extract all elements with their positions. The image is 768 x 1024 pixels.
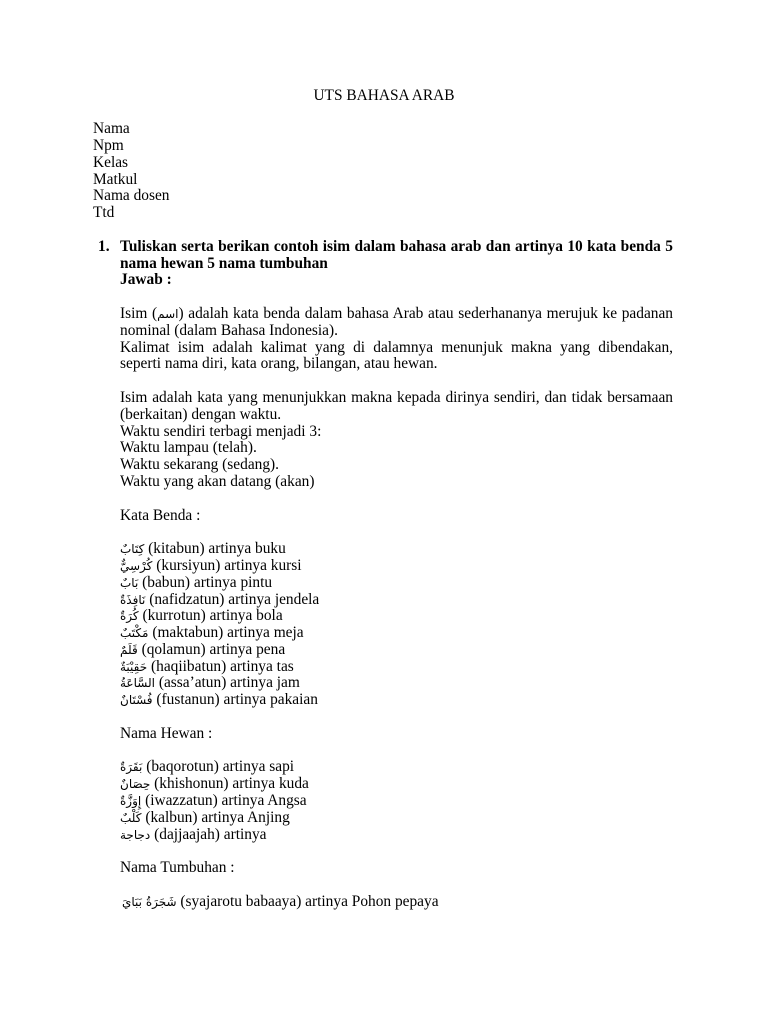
list-item	[120, 541, 673, 558]
list-item	[120, 827, 673, 844]
question-prompt: Tuliskan serta berikan contoh isim dalam bahasa arab dan artinya 10 kata benda 5 nama hewan 5 nama tumbuhan	[120, 237, 673, 272]
arabic-word: فُسْتَانٌ	[120, 693, 153, 708]
arabic-word: بَابٌ	[120, 575, 139, 590]
isim-time-section	[120, 390, 673, 491]
arabic-word: كِتَابٌ	[120, 542, 145, 557]
list-item	[120, 625, 673, 642]
identity-fields	[93, 121, 768, 222]
arabic-word: حَقِيْبَةٌ	[120, 659, 148, 674]
arabic-word: شَجَرَةُ بَبَايَ	[122, 894, 177, 909]
arabic-word: مَكْتَبٌ	[120, 626, 149, 641]
arabic-word: حِصَانٌ	[120, 777, 151, 792]
list-item	[120, 608, 673, 625]
item-meaning: (haqiibatun) artinya tas	[151, 657, 294, 675]
item-meaning: (kursiyun) artinya kursi	[156, 556, 302, 574]
list-item	[120, 675, 673, 692]
arabic-word: دجاجة	[120, 827, 151, 842]
item-meaning: (kitabun) artinya buku	[148, 540, 286, 558]
question-1	[98, 237, 673, 289]
field-matkul: Matkul	[93, 170, 138, 188]
list-item	[120, 592, 673, 609]
field-npm: Npm	[93, 136, 124, 154]
item-meaning: (syajarotu babaaya) artinya Pohon pepaya	[180, 892, 439, 910]
definition-arabic: اسم	[157, 306, 179, 321]
item-meaning: (dajjaajah) artinya	[154, 825, 267, 843]
item-meaning: (baqorotun) artinya sapi	[146, 758, 295, 776]
item-meaning: (qolamun) artinya pena	[141, 640, 286, 658]
list-item	[120, 642, 673, 659]
kata-benda-heading: Kata Benda :	[120, 506, 201, 524]
arabic-word: قَلَمٌ	[120, 642, 138, 657]
time-intro: Waktu sendiri terbagi menjadi 3:	[120, 422, 322, 440]
list-item	[120, 659, 673, 676]
list-item	[120, 810, 673, 827]
item-meaning: (nafidzatun) artinya jendela	[149, 590, 320, 608]
list-item	[120, 793, 673, 810]
isim-definition	[120, 306, 673, 340]
field-nama: Nama	[93, 120, 130, 138]
answer-label: Jawab :	[120, 271, 172, 289]
arabic-word: نَافِذَةٌ	[120, 592, 146, 607]
arabic-word: كَلْبٌ	[120, 810, 142, 825]
nama-hewan-list	[120, 759, 673, 843]
list-item	[120, 575, 673, 592]
list-item	[120, 692, 673, 709]
item-meaning: (assa’atun) artinya jam	[158, 674, 300, 692]
nama-hewan-heading: Nama Hewan :	[120, 724, 213, 742]
arabic-word: السَّاعَةُ	[120, 676, 155, 691]
kata-benda-list	[120, 541, 673, 709]
arabic-word: إِوَزَّةٌ	[120, 794, 142, 809]
arabic-word: كُرَةٌ	[120, 609, 139, 624]
time-division-present: Waktu sekarang (sedang).	[120, 456, 280, 474]
kalimat-isim-paragraph: Kalimat isim adalah kalimat yang di dalamnya menunjuk makna yang dibendakan, seperti nama diri, kata orang, bilangan, atau hewan.	[120, 338, 673, 373]
item-meaning: (kalbun) artinya Anjing	[145, 808, 290, 826]
item-meaning: (iwazzatun) artinya Angsa	[145, 792, 307, 810]
list-item	[120, 894, 673, 911]
list-item	[120, 558, 673, 575]
page-title: UTS BAHASA ARAB	[313, 86, 455, 104]
list-item	[120, 759, 673, 776]
time-division-past: Waktu lampau (telah).	[120, 439, 257, 457]
definition-suffix: ) adalah kata benda dalam bahasa Arab atau sederhananya merujuk ke padanan nominal (dalam Bahasa Indonesia).	[120, 304, 673, 339]
list-item	[120, 776, 673, 793]
field-ttd: Ttd	[93, 204, 115, 222]
item-meaning: (kurrotun) artinya bola	[142, 607, 283, 625]
item-meaning: (maktabun) artinya meja	[152, 624, 304, 642]
field-nama-dosen: Nama dosen	[93, 187, 170, 205]
definition-prefix: Isim (	[120, 304, 158, 322]
question-number: 1.	[98, 237, 110, 255]
arabic-word: كُرْسِيٌّ	[120, 558, 153, 573]
field-kelas: Kelas	[93, 153, 129, 171]
item-meaning: (fustanun) artinya pakaian	[156, 691, 318, 709]
time-division-future: Waktu yang akan datang (akan)	[120, 472, 315, 490]
item-meaning: (khishonun) artinya kuda	[154, 775, 309, 793]
isim-definition-section	[120, 306, 673, 373]
item-meaning: (babun) artinya pintu	[142, 573, 273, 591]
isim-meaning-paragraph: Isim adalah kata yang menunjukkan makna kepada dirinya sendiri, dan tidak bersamaan (berkaitan) dengan waktu.	[120, 388, 673, 423]
arabic-word: بَقَرَةٌ	[120, 760, 143, 775]
nama-tumbuhan-heading: Nama Tumbuhan :	[120, 859, 235, 877]
nama-tumbuhan-list	[120, 894, 673, 911]
